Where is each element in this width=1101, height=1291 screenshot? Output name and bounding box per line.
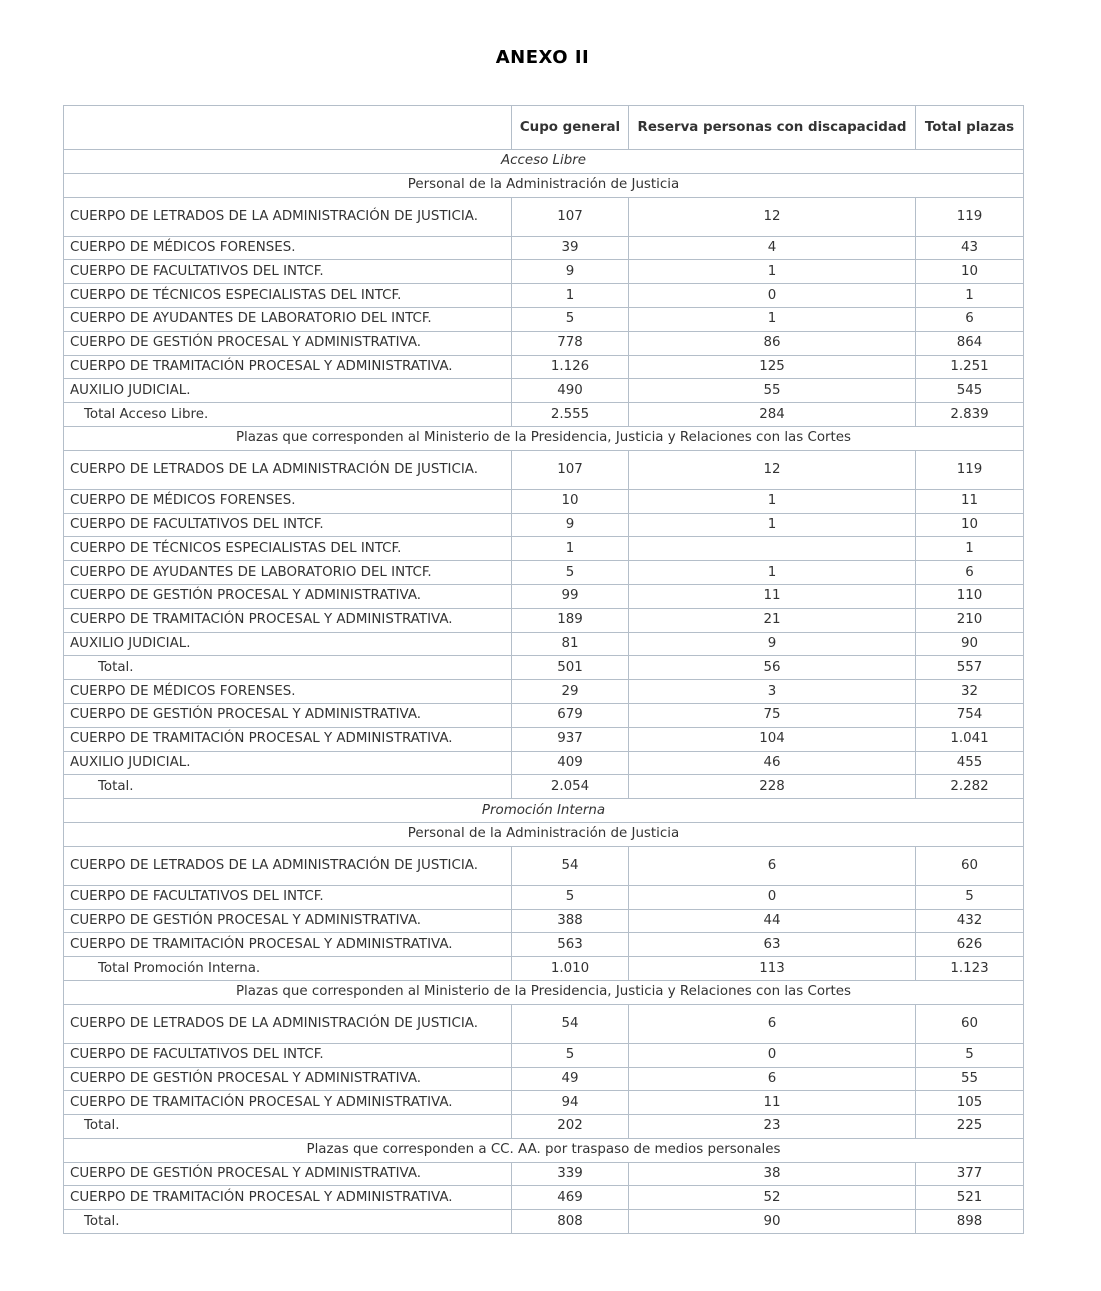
cuerpo-name-cell: CUERPO DE GESTIÓN PROCESAL Y ADMINISTRATIVA. (64, 703, 512, 727)
cupo-general-cell: 501 (512, 656, 629, 680)
total-plazas-cell: 898 (916, 1210, 1024, 1234)
reserva-cell: 0 (629, 885, 916, 909)
table-row (64, 307, 1024, 331)
reserva-cell: 3 (629, 680, 916, 704)
cupo-general-cell: 1 (512, 284, 629, 308)
cupo-general-cell: 10 (512, 489, 629, 513)
cuerpo-name-cell: CUERPO DE GESTIÓN PROCESAL Y ADMINISTRATIVA. (64, 1162, 512, 1186)
reserva-cell: 1 (629, 561, 916, 585)
cupo-general-cell: 107 (512, 450, 629, 489)
total-plazas-cell: 864 (916, 331, 1024, 355)
subsection-row (64, 173, 1024, 197)
cupo-general-cell: 409 (512, 751, 629, 775)
cupo-general-cell: 563 (512, 933, 629, 957)
reserva-cell: 12 (629, 450, 916, 489)
reserva-cell: 1 (629, 260, 916, 284)
table-body (64, 150, 1024, 1234)
total-row (64, 403, 1024, 427)
total-label-cell: Total Promoción Interna. (64, 957, 512, 981)
total-plazas-cell: 521 (916, 1186, 1024, 1210)
total-plazas-cell: 105 (916, 1091, 1024, 1115)
table-row (64, 727, 1024, 751)
cupo-general-cell: 202 (512, 1115, 629, 1139)
total-row (64, 1210, 1024, 1234)
reserva-cell: 113 (629, 957, 916, 981)
total-label-cell: Total Acceso Libre. (64, 403, 512, 427)
total-plazas-cell: 5 (916, 1043, 1024, 1067)
table-row (64, 703, 1024, 727)
cupo-general-cell: 5 (512, 1043, 629, 1067)
cupo-general-cell: 99 (512, 584, 629, 608)
table-row (64, 1186, 1024, 1210)
cupo-general-cell: 2.054 (512, 775, 629, 799)
cupo-general-cell: 39 (512, 236, 629, 260)
cupo-general-cell: 2.555 (512, 403, 629, 427)
cupo-general-cell: 490 (512, 379, 629, 403)
section-label: Promoción Interna (64, 799, 1024, 823)
cupo-general-cell: 1 (512, 537, 629, 561)
cupo-general-cell: 388 (512, 909, 629, 933)
reserva-cell: 21 (629, 608, 916, 632)
cuerpo-name-cell: CUERPO DE LETRADOS DE LA ADMINISTRACIÓN DE JUSTICIA. (64, 450, 512, 489)
cupo-general-cell: 1.010 (512, 957, 629, 981)
table-row (64, 1067, 1024, 1091)
total-plazas-cell: 545 (916, 379, 1024, 403)
table-row (64, 1091, 1024, 1115)
cupo-general-cell: 9 (512, 260, 629, 284)
reserva-cell: 55 (629, 379, 916, 403)
cuerpo-name-cell: CUERPO DE AYUDANTES DE LABORATORIO DEL INTCF. (64, 561, 512, 585)
header-total-plazas: Total plazas (916, 106, 1024, 150)
reserva-cell: 0 (629, 284, 916, 308)
total-plazas-cell: 11 (916, 489, 1024, 513)
subsection-row (64, 426, 1024, 450)
cuerpo-name-cell: AUXILIO JUDICIAL. (64, 751, 512, 775)
total-plazas-cell: 43 (916, 236, 1024, 260)
header-reserva-discapacidad: Reserva personas con discapacidad (629, 106, 916, 150)
reserva-cell: 11 (629, 1091, 916, 1115)
table-row (64, 1004, 1024, 1043)
total-row (64, 775, 1024, 799)
reserva-cell (629, 537, 916, 561)
table-row (64, 933, 1024, 957)
total-row (64, 957, 1024, 981)
cupo-general-cell: 679 (512, 703, 629, 727)
total-plazas-cell: 10 (916, 513, 1024, 537)
total-plazas-cell: 60 (916, 1004, 1024, 1043)
total-plazas-cell: 2.839 (916, 403, 1024, 427)
cuerpo-name-cell: CUERPO DE FACULTATIVOS DEL INTCF. (64, 885, 512, 909)
table-row (64, 537, 1024, 561)
subsection-row (64, 822, 1024, 846)
total-plazas-cell: 119 (916, 197, 1024, 236)
cuerpo-name-cell: CUERPO DE AYUDANTES DE LABORATORIO DEL INTCF. (64, 307, 512, 331)
table-row (64, 561, 1024, 585)
table-row (64, 1162, 1024, 1186)
cupo-general-cell: 5 (512, 885, 629, 909)
cuerpo-name-cell: CUERPO DE MÉDICOS FORENSES. (64, 680, 512, 704)
header-blank (64, 106, 512, 150)
total-plazas-cell: 110 (916, 584, 1024, 608)
reserva-cell: 23 (629, 1115, 916, 1139)
table-row (64, 513, 1024, 537)
reserva-cell: 228 (629, 775, 916, 799)
total-label-cell: Total. (64, 1210, 512, 1234)
table-row (64, 236, 1024, 260)
table-row (64, 751, 1024, 775)
reserva-cell: 38 (629, 1162, 916, 1186)
subsection-label: Personal de la Administración de Justicia (64, 173, 1024, 197)
cuerpo-name-cell: CUERPO DE LETRADOS DE LA ADMINISTRACIÓN DE JUSTICIA. (64, 1004, 512, 1043)
reserva-cell: 1 (629, 307, 916, 331)
cuerpo-name-cell: CUERPO DE GESTIÓN PROCESAL Y ADMINISTRATIVA. (64, 584, 512, 608)
table-row (64, 489, 1024, 513)
reserva-cell: 44 (629, 909, 916, 933)
total-plazas-cell: 32 (916, 680, 1024, 704)
total-plazas-cell: 119 (916, 450, 1024, 489)
cupo-general-cell: 54 (512, 1004, 629, 1043)
cuerpo-name-cell: CUERPO DE TRAMITACIÓN PROCESAL Y ADMINISTRATIVA. (64, 608, 512, 632)
section-row (64, 799, 1024, 823)
total-plazas-cell: 1 (916, 284, 1024, 308)
cuerpo-name-cell: CUERPO DE MÉDICOS FORENSES. (64, 236, 512, 260)
total-plazas-cell: 60 (916, 846, 1024, 885)
cupo-general-cell: 808 (512, 1210, 629, 1234)
total-row (64, 656, 1024, 680)
cuerpo-name-cell: CUERPO DE MÉDICOS FORENSES. (64, 489, 512, 513)
reserva-cell: 6 (629, 1004, 916, 1043)
total-label-cell: Total. (64, 775, 512, 799)
cupo-general-cell: 5 (512, 307, 629, 331)
cupo-general-cell: 29 (512, 680, 629, 704)
table-row (64, 632, 1024, 656)
table-row (64, 331, 1024, 355)
table-header-row (64, 106, 1024, 150)
reserva-cell: 6 (629, 1067, 916, 1091)
total-plazas-cell: 225 (916, 1115, 1024, 1139)
total-plazas-cell: 5 (916, 885, 1024, 909)
total-plazas-cell: 557 (916, 656, 1024, 680)
reserva-cell: 86 (629, 331, 916, 355)
total-plazas-cell: 6 (916, 561, 1024, 585)
cupo-general-cell: 937 (512, 727, 629, 751)
total-plazas-cell: 6 (916, 307, 1024, 331)
cupo-general-cell: 81 (512, 632, 629, 656)
cuerpo-name-cell: CUERPO DE FACULTATIVOS DEL INTCF. (64, 1043, 512, 1067)
reserva-cell: 6 (629, 846, 916, 885)
cupo-general-cell: 54 (512, 846, 629, 885)
total-plazas-cell: 1.123 (916, 957, 1024, 981)
reserva-cell: 56 (629, 656, 916, 680)
table-row (64, 680, 1024, 704)
total-plazas-cell: 210 (916, 608, 1024, 632)
cuerpo-name-cell: CUERPO DE LETRADOS DE LA ADMINISTRACIÓN DE JUSTICIA. (64, 846, 512, 885)
cupo-general-cell: 469 (512, 1186, 629, 1210)
reserva-cell: 284 (629, 403, 916, 427)
subsection-row (64, 980, 1024, 1004)
cuerpo-name-cell: CUERPO DE TRAMITACIÓN PROCESAL Y ADMINISTRATIVA. (64, 933, 512, 957)
cuerpo-name-cell: CUERPO DE TRAMITACIÓN PROCESAL Y ADMINISTRATIVA. (64, 1091, 512, 1115)
total-plazas-cell: 10 (916, 260, 1024, 284)
plazas-table (63, 105, 1024, 1234)
header-cupo-general: Cupo general (512, 106, 629, 150)
cuerpo-name-cell: CUERPO DE TRAMITACIÓN PROCESAL Y ADMINISTRATIVA. (64, 355, 512, 379)
cupo-general-cell: 94 (512, 1091, 629, 1115)
reserva-cell: 104 (629, 727, 916, 751)
subsection-label: Plazas que corresponden al Ministerio de la Presidencia, Justicia y Relaciones con las Cortes (64, 980, 1024, 1004)
table-row (64, 885, 1024, 909)
reserva-cell: 75 (629, 703, 916, 727)
reserva-cell: 1 (629, 489, 916, 513)
cuerpo-name-cell: CUERPO DE GESTIÓN PROCESAL Y ADMINISTRATIVA. (64, 909, 512, 933)
total-label-cell: Total. (64, 656, 512, 680)
cupo-general-cell: 778 (512, 331, 629, 355)
reserva-cell: 1 (629, 513, 916, 537)
reserva-cell: 52 (629, 1186, 916, 1210)
total-plazas-cell: 754 (916, 703, 1024, 727)
table-row (64, 284, 1024, 308)
total-label-cell: Total. (64, 1115, 512, 1139)
cuerpo-name-cell: CUERPO DE TRAMITACIÓN PROCESAL Y ADMINISTRATIVA. (64, 727, 512, 751)
cuerpo-name-cell: CUERPO DE TÉCNICOS ESPECIALISTAS DEL INTCF. (64, 284, 512, 308)
table-row (64, 608, 1024, 632)
cuerpo-name-cell: CUERPO DE TÉCNICOS ESPECIALISTAS DEL INTCF. (64, 537, 512, 561)
subsection-label: Plazas que corresponden al Ministerio de la Presidencia, Justicia y Relaciones con las Cortes (64, 426, 1024, 450)
cupo-general-cell: 1.126 (512, 355, 629, 379)
section-label: Acceso Libre (64, 150, 1024, 174)
reserva-cell: 90 (629, 1210, 916, 1234)
reserva-cell: 12 (629, 197, 916, 236)
cupo-general-cell: 5 (512, 561, 629, 585)
cupo-general-cell: 107 (512, 197, 629, 236)
reserva-cell: 9 (629, 632, 916, 656)
reserva-cell: 63 (629, 933, 916, 957)
table-row (64, 197, 1024, 236)
cuerpo-name-cell: CUERPO DE GESTIÓN PROCESAL Y ADMINISTRATIVA. (64, 331, 512, 355)
total-plazas-cell: 55 (916, 1067, 1024, 1091)
section-row (64, 150, 1024, 174)
total-plazas-cell: 432 (916, 909, 1024, 933)
cuerpo-name-cell: AUXILIO JUDICIAL. (64, 632, 512, 656)
cupo-general-cell: 9 (512, 513, 629, 537)
subsection-label: Plazas que corresponden a CC. AA. por traspaso de medios personales (64, 1138, 1024, 1162)
total-plazas-cell: 1.251 (916, 355, 1024, 379)
cuerpo-name-cell: CUERPO DE TRAMITACIÓN PROCESAL Y ADMINISTRATIVA. (64, 1186, 512, 1210)
table-row (64, 450, 1024, 489)
total-plazas-cell: 377 (916, 1162, 1024, 1186)
table-row (64, 584, 1024, 608)
cuerpo-name-cell: CUERPO DE FACULTATIVOS DEL INTCF. (64, 260, 512, 284)
table-row (64, 909, 1024, 933)
subsection-label: Personal de la Administración de Justicia (64, 822, 1024, 846)
total-plazas-cell: 455 (916, 751, 1024, 775)
total-plazas-cell: 2.282 (916, 775, 1024, 799)
cuerpo-name-cell: CUERPO DE FACULTATIVOS DEL INTCF. (64, 513, 512, 537)
page-title: ANEXO II (495, 47, 590, 68)
cupo-general-cell: 49 (512, 1067, 629, 1091)
total-row (64, 1115, 1024, 1139)
reserva-cell: 46 (629, 751, 916, 775)
table-row (64, 379, 1024, 403)
cuerpo-name-cell: CUERPO DE LETRADOS DE LA ADMINISTRACIÓN DE JUSTICIA. (64, 197, 512, 236)
reserva-cell: 0 (629, 1043, 916, 1067)
total-plazas-cell: 1.041 (916, 727, 1024, 751)
reserva-cell: 11 (629, 584, 916, 608)
reserva-cell: 125 (629, 355, 916, 379)
total-plazas-cell: 90 (916, 632, 1024, 656)
table-row (64, 1043, 1024, 1067)
table-row (64, 355, 1024, 379)
table-row (64, 260, 1024, 284)
cuerpo-name-cell: AUXILIO JUDICIAL. (64, 379, 512, 403)
table-row (64, 846, 1024, 885)
reserva-cell: 4 (629, 236, 916, 260)
total-plazas-cell: 626 (916, 933, 1024, 957)
cuerpo-name-cell: CUERPO DE GESTIÓN PROCESAL Y ADMINISTRATIVA. (64, 1067, 512, 1091)
total-plazas-cell: 1 (916, 537, 1024, 561)
cupo-general-cell: 189 (512, 608, 629, 632)
subsection-row (64, 1138, 1024, 1162)
cupo-general-cell: 339 (512, 1162, 629, 1186)
